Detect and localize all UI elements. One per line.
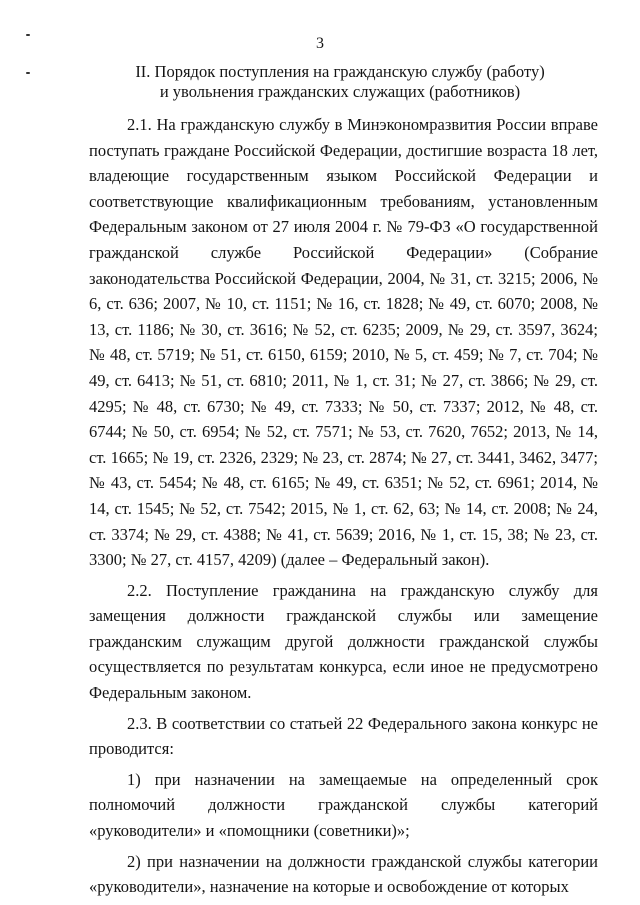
paragraph-2-3: 2.3. В соответствии со статьей 22 Федерального закона конкурс не проводится: xyxy=(89,713,598,759)
paragraph-2-1: 2.1. На гражданскую службу в Минэкономразвития России вправе поступать граждане Российской Федерации, достигшие возраста 18 лет, владеющие государственным языком Российской Федерации и соответствующие квалификационным требованиям, установленным Федеральным законом от 27 июля 2004 г. № 79-ФЗ «О государственной гражданской службе Российской Федерации» (Собрание законодательства Российской Федерации, 2004, № 31, ст. 3215; 2006, № 6, ст. 636; 2007, № 10, ст. 1151; № 16, ст. 1828; № 49, ст. 6070; 2008, № 13, ст. 1186; № 30, ст. 3616; № 52, ст. 6235; 2009, № 29, ст. 3597, 3624; № 48, ст. 5719; № 51, ст. 6150, 6159; 2010, № 5, ст. 459; № 7, ст. 704; № 49, ст. 6413; № 51, ст. 6810; 2011, № 1, ст. 31; № 27, ст. 3866; № 29, ст. 4295; № 48, ст. 6730; № 49, ст. 7333; № 50, ст. 7337; 2012, № 48, ст. 6744; № 50, ст. 6954; № 52, ст. 7571; № 53, ст. 7620, 7652; 2013, № 14, ст. 1665; № 19, ст. 2326, 2329; № 23, ст. 2874; № 27, ст. 3441, 3462, 3477; № 43, ст. 5454; № 48, ст. 6165; № 49, ст. 6351; № 52, ст. 6961; 2014, № 14, ст. 1545; № 52, ст. 7542; 2015, № 1, ст. 62, 63; № 14, ст. 2008; № 24, ст. 3374; № 29, ст. 4388; № 41, ст. 5639; 2016, № 1, ст. 15, 38; № 23, ст. 3300; № 27, ст. 4157, 4209) (далее – Федеральный закон). xyxy=(89,115,598,570)
section-heading-line-2: и увольнения гражданских служащих (работников) xyxy=(159,82,521,101)
list-item-2: 2) при назначении на должности гражданской службы категории «руководители», назначение на которые и освобождение от которых xyxy=(89,851,598,897)
list-item-1: 1) при назначении на замещаемые на определенный срок полномочий должности гражданской службы категорий «руководители» и «помощники (советники)»; xyxy=(89,769,598,841)
page-number: 3 xyxy=(316,35,324,52)
paragraph-2-2: 2.2. Поступление гражданина на гражданскую службу для замещения должности гражданской службы или замещение гражданским служащим другой должности гражданской службы осуществляется по результатам конкурса, если иное не предусмотрено Федеральным законом. xyxy=(89,580,598,703)
document-body xyxy=(89,112,598,900)
section-heading-line-1: II. Порядок поступления на гражданскую службу (работу) xyxy=(135,62,545,81)
scan-speck xyxy=(26,72,30,74)
section-heading xyxy=(60,62,620,102)
